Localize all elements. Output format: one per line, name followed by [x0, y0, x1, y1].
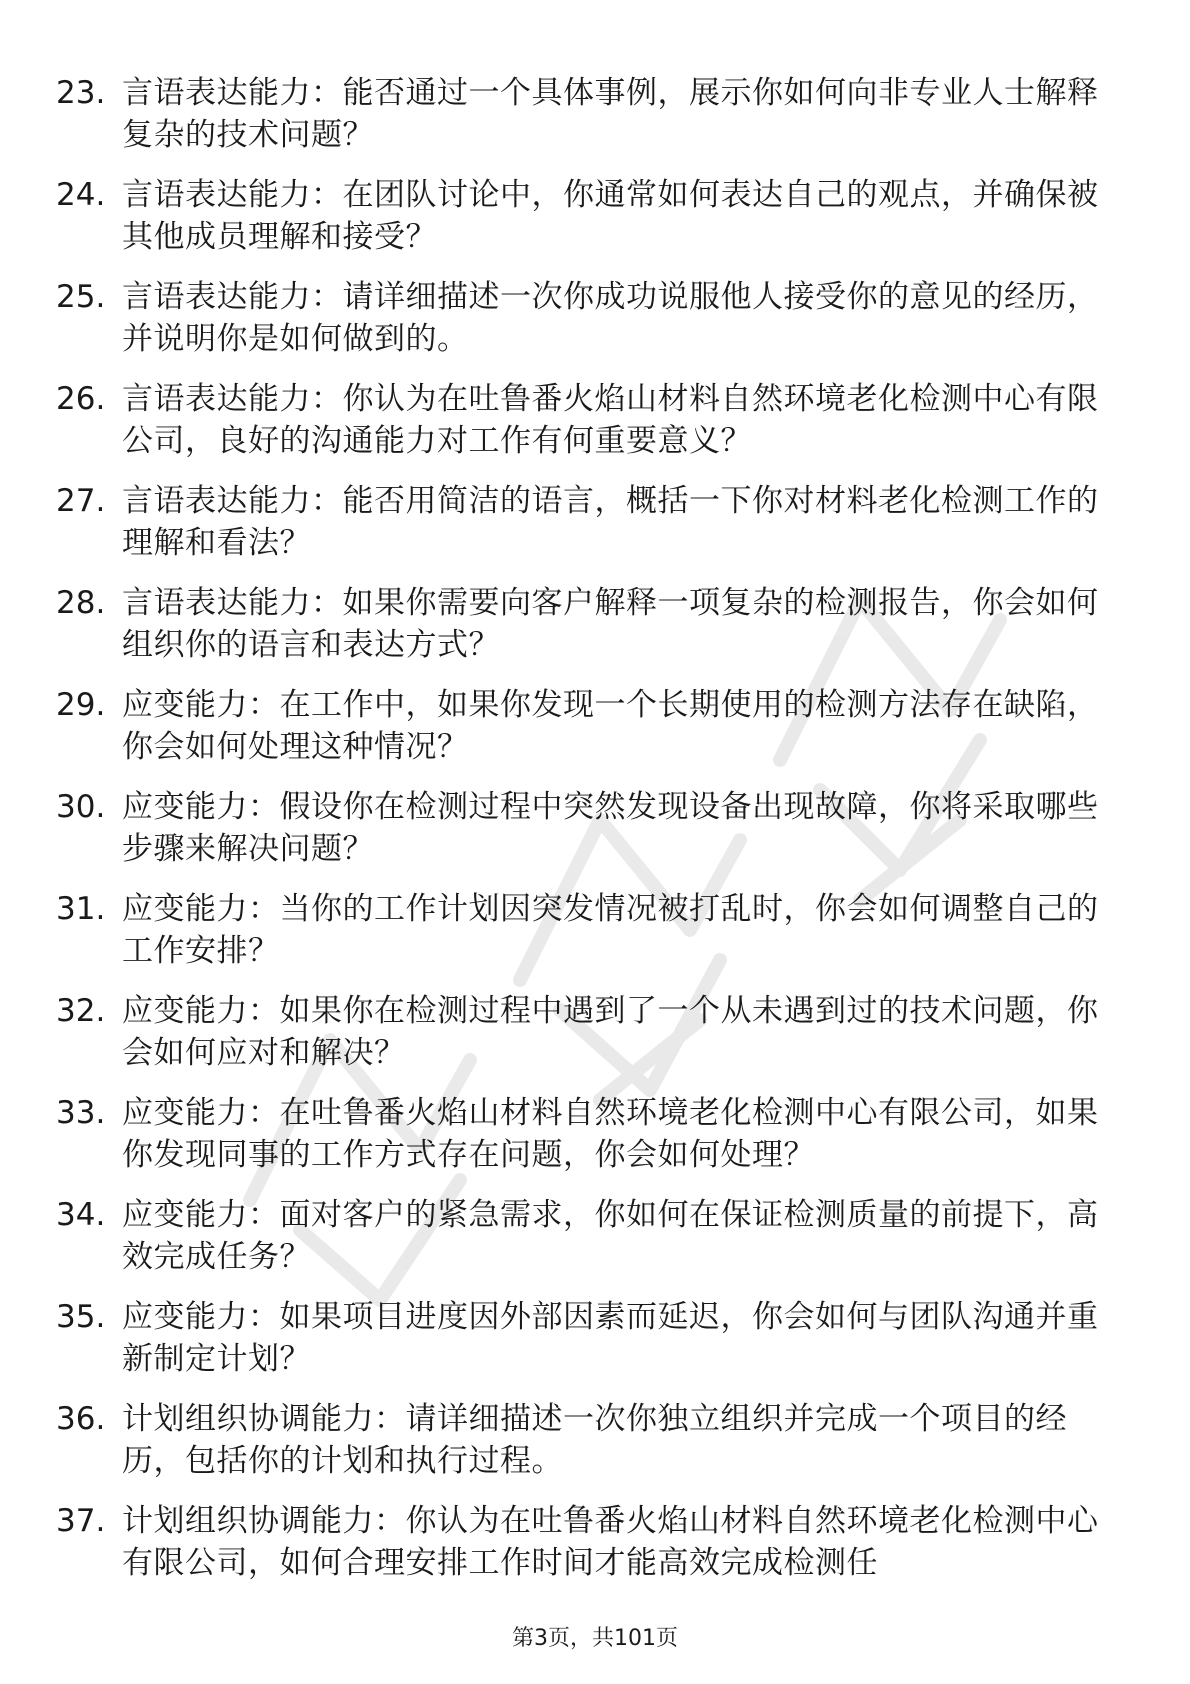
question-number: 32. — [56, 993, 106, 1029]
question-text: 言语表达能力：在团队讨论中，你通常如何表达自己的观点，并确保被其他成员理解和接受？ — [122, 177, 1099, 255]
question-item — [56, 378, 1116, 480]
question-item — [56, 786, 1116, 888]
question-text: 计划组织协调能力：你认为在吐鲁番火焰山材料自然环境老化检测中心有限公司，如何合理安排工作时间才能高效完成检测任 — [122, 1503, 1099, 1581]
question-number: 29. — [56, 687, 106, 723]
question-number: 28. — [56, 585, 106, 621]
question-text: 计划组织协调能力：请详细描述一次你独立组织并完成一个项目的经历，包括你的计划和执行过程。 — [122, 1401, 1067, 1479]
question-text: 言语表达能力：你认为在吐鲁番火焰山材料自然环境老化检测中心有限公司，良好的沟通能力对工作有何重要意义？ — [122, 381, 1099, 459]
question-number: 30. — [56, 789, 106, 825]
question-text: 应变能力：如果项目进度因外部因素而延迟，你会如何与团队沟通并重新制定计划？ — [122, 1299, 1099, 1377]
question-text: 言语表达能力：如果你需要向客户解释一项复杂的检测报告，你会如何组织你的语言和表达方式？ — [122, 585, 1099, 663]
question-item — [56, 174, 1116, 276]
question-list — [56, 72, 1116, 1602]
question-number: 25. — [56, 279, 106, 315]
page-number-footer: 第3页，共101页 — [512, 1626, 678, 1651]
question-item — [56, 582, 1116, 684]
question-text: 应变能力：假设你在检测过程中突然发现设备出现故障，你将采取哪些步骤来解决问题？ — [122, 789, 1099, 867]
question-text: 言语表达能力：能否通过一个具体事例，展示你如何向非专业人士解释复杂的技术问题？ — [122, 75, 1099, 153]
question-number: 34. — [56, 1197, 106, 1233]
question-text: 应变能力：在吐鲁番火焰山材料自然环境老化检测中心有限公司，如果你发现同事的工作方式存在问题，你会如何处理？ — [122, 1095, 1099, 1173]
question-text: 应变能力：如果你在检测过程中遇到了一个从未遇到过的技术问题，你会如何应对和解决？ — [122, 993, 1099, 1071]
question-number: 37. — [56, 1503, 106, 1539]
question-number: 35. — [56, 1299, 106, 1335]
question-text: 言语表达能力：能否用简洁的语言，概括一下你对材料老化检测工作的理解和看法？ — [122, 483, 1099, 561]
question-item — [56, 888, 1116, 990]
question-number: 33. — [56, 1095, 106, 1131]
question-item — [56, 276, 1116, 378]
question-number: 31. — [56, 891, 106, 927]
question-number: 23. — [56, 75, 106, 111]
question-text: 应变能力：在工作中，如果你发现一个长期使用的检测方法存在缺陷，你会如何处理这种情况？ — [122, 687, 1099, 765]
question-number: 27. — [56, 483, 106, 519]
question-item — [56, 1092, 1116, 1194]
question-item — [56, 1500, 1116, 1602]
question-item — [56, 684, 1116, 786]
question-text: 言语表达能力：请详细描述一次你成功说服他人接受你的意见的经历，并说明你是如何做到的。 — [122, 279, 1099, 357]
question-item — [56, 990, 1116, 1092]
question-item — [56, 1194, 1116, 1296]
question-item — [56, 72, 1116, 174]
question-text: 应变能力：当你的工作计划因突发情况被打乱时，你会如何调整自己的工作安排？ — [122, 891, 1099, 969]
question-number: 36. — [56, 1401, 106, 1437]
question-item — [56, 1296, 1116, 1398]
question-number: 24. — [56, 177, 106, 213]
question-item — [56, 1398, 1116, 1500]
question-number: 26. — [56, 381, 106, 417]
question-text: 应变能力：面对客户的紧急需求，你如何在保证检测质量的前提下，高效完成任务？ — [122, 1197, 1099, 1275]
question-item — [56, 480, 1116, 582]
